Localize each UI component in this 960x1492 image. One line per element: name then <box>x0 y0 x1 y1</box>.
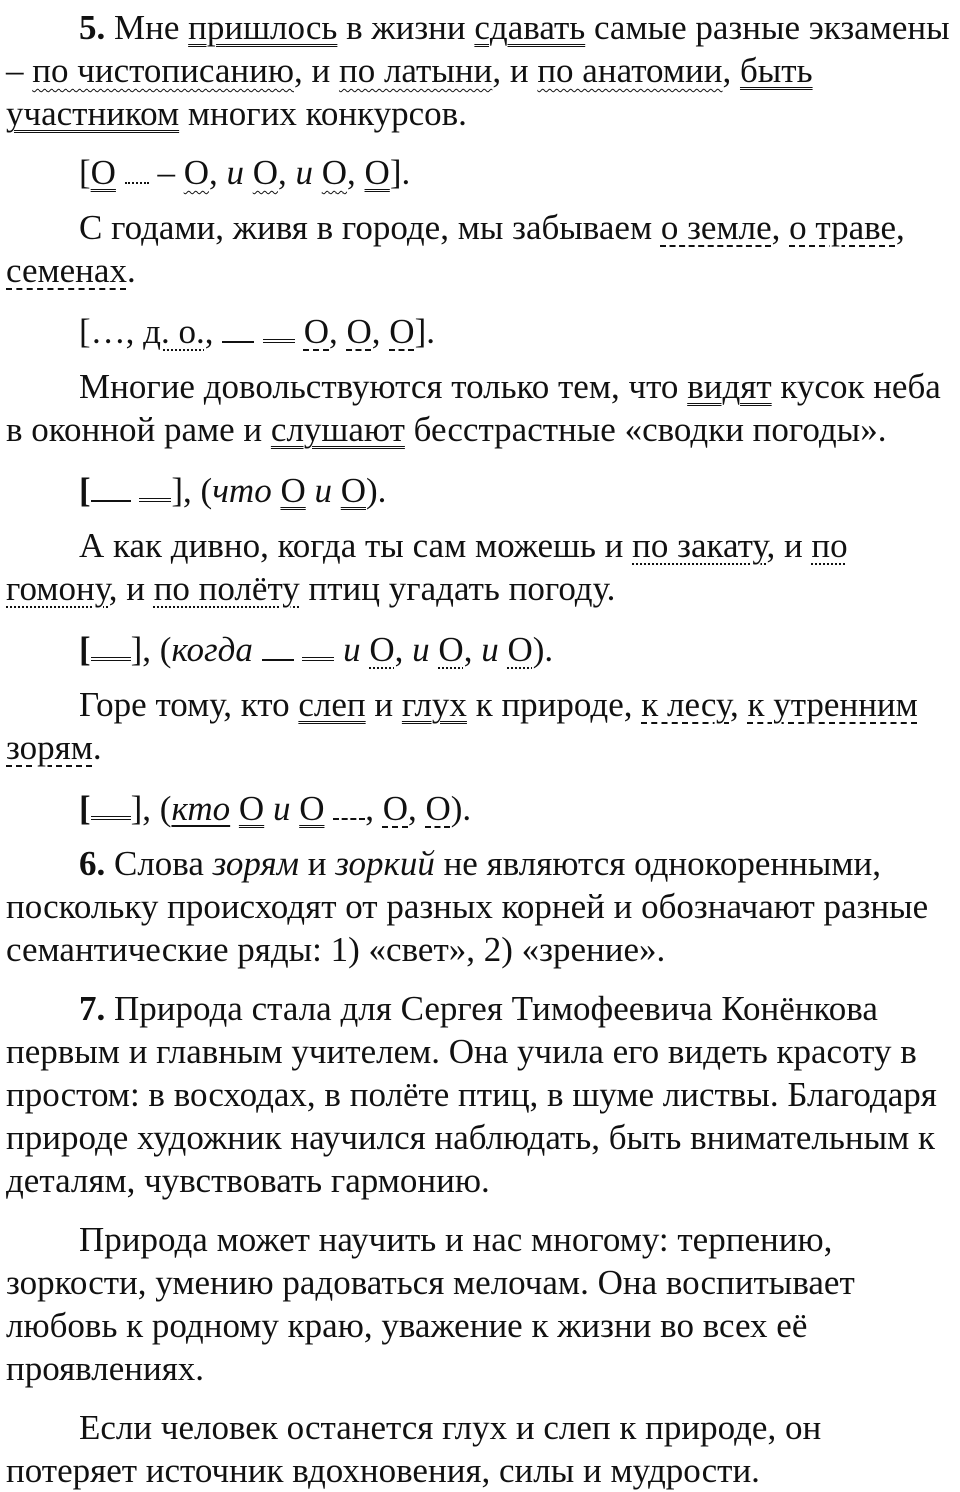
scheme-symbol: О <box>346 312 372 351</box>
predicate: видят <box>687 367 772 406</box>
task5-sentence-5: Горе тому, кто слеп и глух к природе, к лесу, к утренним зорям. <box>6 685 918 767</box>
task-number: 7. <box>79 989 106 1028</box>
scheme-symbol: О <box>303 312 329 351</box>
scheme-5: [ ], (кто О и О , О, О). <box>6 781 954 830</box>
task7-paragraph-2: Природа может научить и нас многому: терпению, зоркости, умению радоваться мелочам. Она воспитывает любовь к родному краю, уважение к жизни во всех её проявлениях. <box>6 1220 855 1388</box>
homogeneous-member: по закату <box>632 526 767 565</box>
predicate: быть участником <box>6 51 813 133</box>
scheme-symbol: О <box>369 630 395 669</box>
scheme-4: [ ], (когда и О, и О, и О). <box>6 622 954 671</box>
scheme-symbol: О <box>507 630 533 669</box>
scheme-symbol: О <box>425 789 451 828</box>
homogeneous-member: к лесу <box>641 685 730 724</box>
subject-mark <box>91 465 131 502</box>
scheme-1: [О – О, и О, и О, О]. <box>6 147 954 194</box>
subject-mark <box>222 306 254 343</box>
scheme-symbol: О <box>438 630 464 669</box>
task5-sentence-1: 5. Мне пришлось в жизни сдавать самые разные экзамены – по чистописанию, и по латыни, и по анатомии, быть участником многих конкурсов. <box>6 8 950 133</box>
homogeneous-member: по гомону <box>6 526 848 608</box>
scheme-symbol: О <box>183 153 209 192</box>
scheme-symbol: О <box>252 153 278 192</box>
predicate-mark <box>91 781 131 820</box>
scheme-symbol: О <box>364 153 390 192</box>
homogeneous-member: по латыни <box>338 51 493 90</box>
scheme-underline-mark <box>125 147 149 184</box>
task5-sentence-4: А как дивно, когда ты сам можешь и по закату, и по гомону, и по полёту птиц угадать погоду. <box>6 526 848 608</box>
homogeneous-member: о земле <box>660 208 772 247</box>
task5-sentence-2: С годами, живя в городе, мы забываем о земле, о траве, семенах. <box>6 208 905 290</box>
object-mark <box>333 783 365 820</box>
scheme-symbol: О <box>238 789 265 828</box>
scheme-symbol: О <box>280 471 306 510</box>
predicate-mark <box>302 622 334 661</box>
homogeneous-member: семенах <box>6 251 127 290</box>
homogeneous-member: по чистописанию <box>32 51 294 90</box>
predicate: пришлось <box>188 8 338 47</box>
subject-mark <box>262 624 294 661</box>
scheme-symbol: О <box>299 789 325 828</box>
predicate: слушают <box>270 410 405 449</box>
scheme-symbol: О <box>321 153 348 192</box>
homogeneous-member: по анатомии <box>537 51 723 90</box>
task-number: 5. <box>79 8 106 47</box>
homogeneous-member: к утренним зорям <box>6 685 918 767</box>
task6-paragraph: 6. Слова зорям и зоркий не являются однокоренными, поскольку происходят от разных корней и обозначают разные семантические ряды: 1) «свет», 2) «зрение». <box>6 844 929 969</box>
predicate: глух <box>401 685 467 724</box>
scheme-subject: кто <box>171 789 231 828</box>
predicate: сдавать <box>474 8 586 47</box>
scheme-2: […, д. о., О, О, О]. <box>6 304 954 353</box>
scheme-3: [ ], (что О и О). <box>6 463 954 512</box>
scheme-symbol: О <box>382 789 408 828</box>
homogeneous-member: о траве <box>789 208 896 247</box>
homogeneous-member: по полёту <box>153 569 300 608</box>
scheme-symbol: О <box>90 153 116 192</box>
task7-paragraph-1: 7. Природа стала для Сергея Тимофеевича Конёнкова первым и главным учителем. Она учила его видеть красоту в простом: в восходах, в полёте птиц, в шуме листвы. Благодаря природе художник научился наблюдать, быть внимательным к деталям, чувствовать гармонию. <box>6 989 937 1200</box>
participle-phrase: д. о. <box>143 312 205 351</box>
predicate: слеп <box>298 685 366 724</box>
predicate-mark <box>139 463 171 502</box>
predicate-mark <box>91 622 131 661</box>
task-number: 6. <box>79 844 106 883</box>
task7-paragraph-3: Если человек останется глух и слеп к природе, он потеряет источник вдохновения, силы и мудрости. <box>6 1408 822 1490</box>
task5-sentence-3: Многие довольствуются только тем, что видят кусок неба в оконной раме и слушают бесстрастные «сводки погоды». <box>6 367 941 449</box>
scheme-symbol: О <box>389 312 415 351</box>
predicate-mark <box>263 304 295 343</box>
scheme-symbol: О <box>340 471 367 510</box>
